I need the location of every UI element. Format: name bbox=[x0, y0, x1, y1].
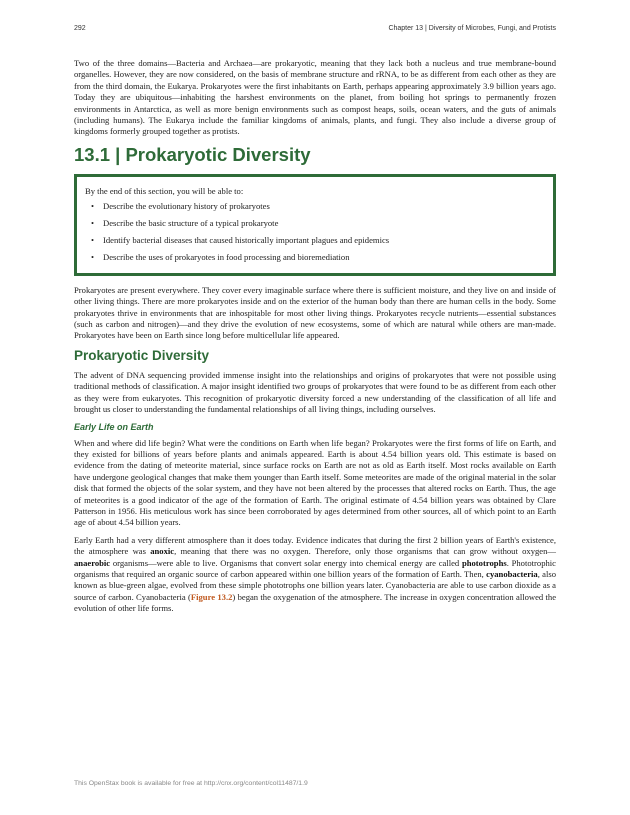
text-run: organisms—were able to live. Organisms that convert solar energy into chemical energy are called bbox=[110, 557, 462, 568]
objective-text: Describe the basic structure of a typical prokaryote bbox=[103, 217, 279, 228]
objective-text: Describe the evolutionary history of prokaryotes bbox=[103, 200, 270, 211]
learning-objectives-box bbox=[74, 174, 556, 276]
objectives-lead: By the end of this section, you will be able to: bbox=[85, 185, 244, 196]
prokaryotes-paragraph: Prokaryotes are present everywhere. They cover every imaginable surface where there is sufficient moisture, and they live on and inside of other living things. There are more prokaryotes inside and on the exterior of the human body than there are human cells in the body. Some prokaryotes thrive in environments that are inhospitable for most other living things. Prokaryotes recycle nutrients—essential substances (such as carbon and nitrogen)—and they drive the evolution of new ecosystems, some of which are natural while others are man-made. Prokaryotes have been on Earth since long before multicellular life appeared. bbox=[74, 284, 556, 341]
objective-item bbox=[91, 217, 545, 229]
subsection-title: Prokaryotic Diversity bbox=[74, 347, 210, 363]
text-run: . Phototrophic organisms that required an organic source of carbon appeared within one billion years of the formation of Earth. Then, bbox=[74, 557, 556, 579]
objective-item bbox=[91, 251, 545, 263]
term-phototrophs: phototrophs bbox=[461, 557, 507, 568]
bullet-icon: • bbox=[91, 217, 95, 228]
bullet-icon: • bbox=[91, 251, 95, 262]
text-run: , also known as blue-green algae, evolved from these simple phototrophs one billion years later. Cyanobacteria are able to use carbon dioxide as a source of carbon. Cyanobacteria ( bbox=[74, 568, 556, 602]
objective-text: Describe the uses of prokaryotes in food processing and bioremediation bbox=[103, 251, 350, 262]
page-footer: This OpenStax book is available for free at http://cnx.org/content/col11487/1.9 bbox=[74, 780, 308, 787]
term-anaerobic: anaerobic bbox=[74, 557, 111, 568]
atmosphere-paragraph bbox=[74, 535, 556, 615]
text-run: , meaning that there was no oxygen. Therefore, only those organisms that can grow without oxygen— bbox=[174, 546, 556, 557]
page-content bbox=[74, 58, 556, 621]
term-cyanobacteria: cyanobacteria bbox=[486, 568, 538, 579]
objectives-list bbox=[85, 201, 545, 263]
subsubsection-title: Early Life on Earth bbox=[74, 421, 154, 432]
term-anoxic: anoxic bbox=[150, 546, 175, 557]
objective-item bbox=[91, 234, 545, 246]
chapter-title: Chapter 13 | Diversity of Microbes, Fungi, and Protists bbox=[388, 25, 556, 32]
intro-paragraph: Two of the three domains—Bacteria and Archaea—are prokaryotic, meaning that they lack both a nucleus and true membrane-bound organelles. However, they are now considered, on the basis of membrane structure and rRNA, to be as different from each other as they are from the third domain, the Eukarya. Prokaryotes were the first inhabitants on Earth, perhaps appearing approximately 3.9 billion years ago. Today they are ubiquitous—inhabiting the harshest environments on the planet, from boiling hot springs to permanently frozen environments in Antarctica, as well as more benign environments such as compost heaps, soils, ocean waters, and the guts of animals (including humans). The Eukarya include the familiar kingdoms of animals, plants, and fungi. They also include a diverse group of kingdoms formerly grouped together as protists. bbox=[74, 58, 556, 137]
bullet-icon: • bbox=[91, 200, 95, 211]
text-run: Early Earth had a very different atmosphere than it does today. Evidence indicates that during the first 2 billion years of Earth's existence, the atmosphere was bbox=[74, 534, 556, 557]
figure-link[interactable]: Figure 13.2 bbox=[190, 591, 233, 602]
dna-sequencing-paragraph: The advent of DNA sequencing provided immense insight into the relationships and origins of prokaryotes that were not possible using traditional methods of classification. A major insight identified two groups of prokaryotes that were found to be as different from each other as they were from eukaryotes. This recognition of prokaryotic diversity forced a new understanding of the classification of all life and brought us closer to understanding the fundamental relationships of all living things, including ourselves. bbox=[74, 369, 556, 415]
objective-text: Identify bacterial diseases that caused historically important plagues and epidemics bbox=[103, 234, 390, 245]
page-header bbox=[74, 25, 556, 32]
bullet-icon: • bbox=[91, 234, 95, 245]
page-number: 292 bbox=[74, 25, 86, 32]
text-run: ) began the oxygenation of the atmosphere. The increase in oxygen concentration allowed the evolution of other life forms. bbox=[74, 591, 557, 614]
objective-item bbox=[91, 200, 545, 212]
section-title: 13.1 | Prokaryotic Diversity bbox=[74, 143, 311, 165]
early-life-paragraph: When and where did life begin? What were the conditions on Earth when life began? Prokaryotes were the first forms of life on Earth, and they existed for billions of years before plants and animals appeared. Earth is about 4.54 billion years old. This estimate is based on evidence from the dating of meteorite material, since surface rocks on Earth are not as old as Earth itself. Most rocks available on Earth have undergone geological changes that make them younger than Earth itself. Some meteorites are made of the original material in the solar disk that formed the objects of the solar system, and they have not been altered by the processes that altered rocks on Earth. Thus, the age of meteorites is a good indicator of the age of the formation of Earth. The original estimate of 4.54 billion years was obtained by Clare Patterson in 1956. His meticulous work has since been corroborated by ages determined from other sources, all of which point to an Earth age of about 4.54 billion years. bbox=[74, 437, 556, 528]
